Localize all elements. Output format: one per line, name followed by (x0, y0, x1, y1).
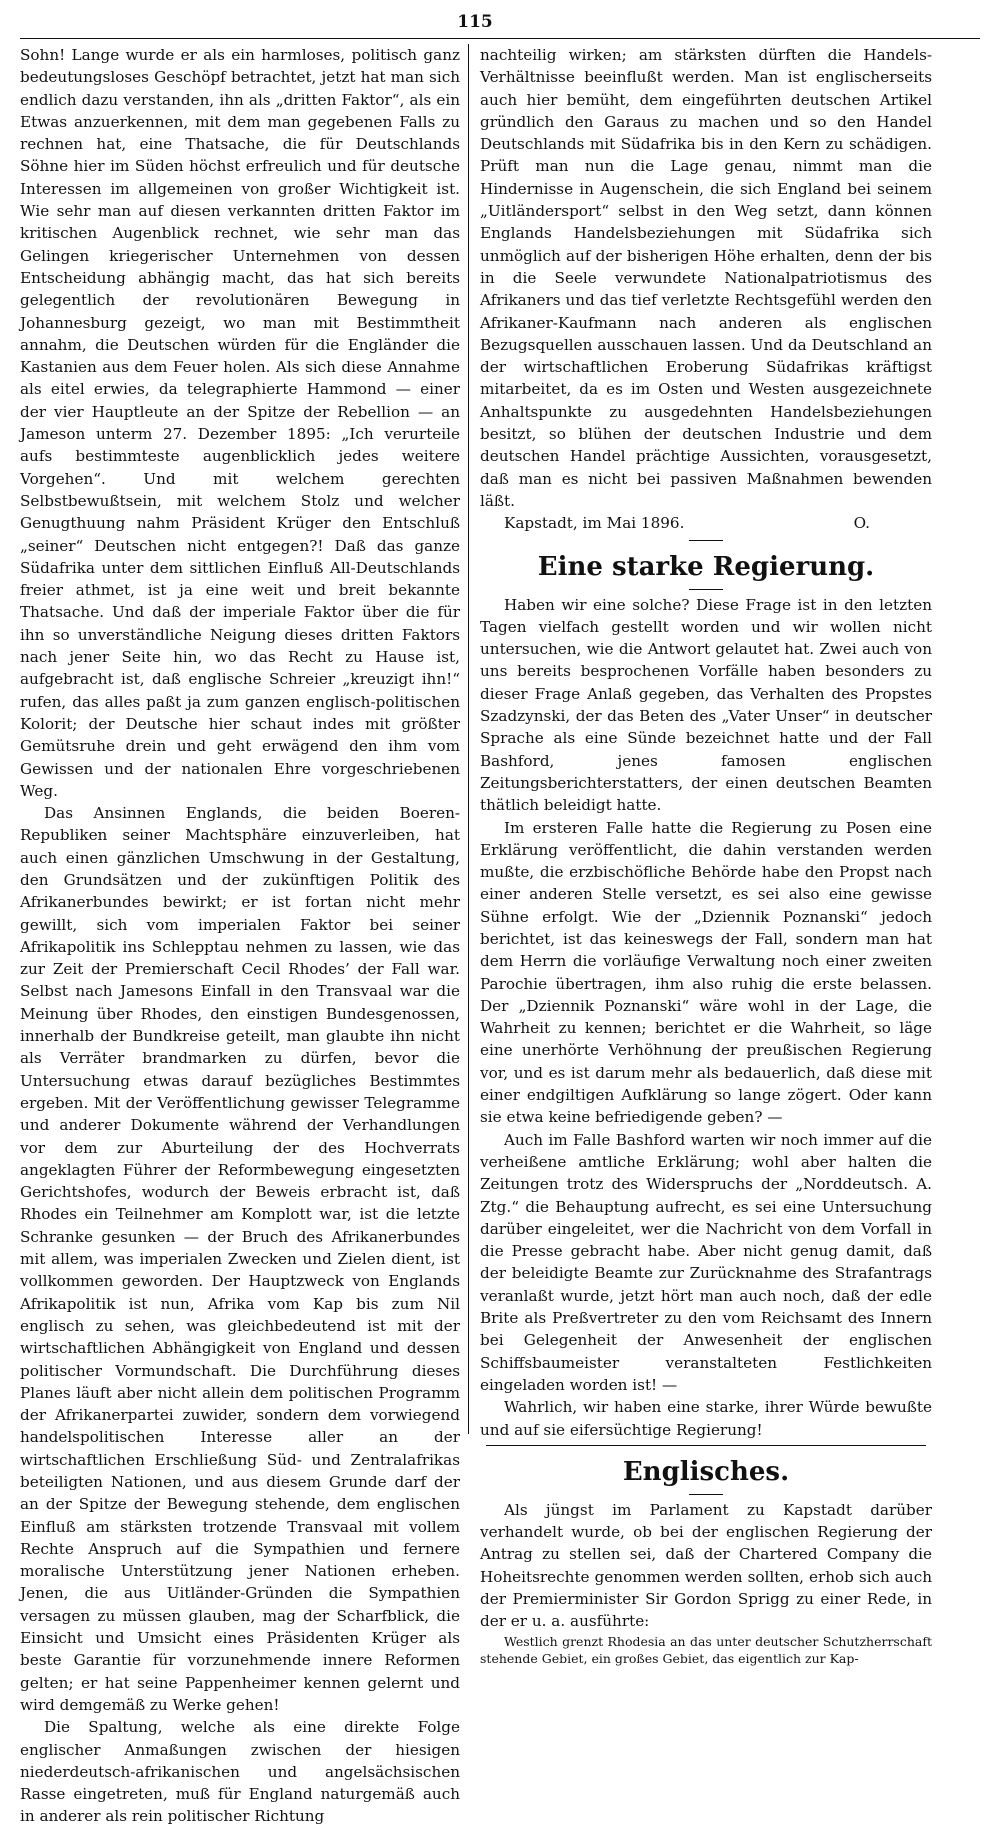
left-column (20, 44, 460, 1828)
title-rule (689, 1494, 723, 1495)
column-divider (468, 44, 469, 1434)
article-paragraph: Im ersteren Falle hatte die Regierung zu Posen eine Erklärung veröffentlicht, die dahin verstanden werden mußte, die erzbischöfliche Behörde habe den Propst nach einer anderen Stelle versetzt, es sei also eine gewisse Sühne erfolgt. Wie der „Dziennik Poznanski“ jedoch berichtet, ist das keineswegs der Fall, sondern man hat dem Herrn die vorläufige Verwaltung noch einer zweiten Parochie übertragen, ihm also ruhig die erste belassen. Der „Dziennik Poznanski“ wäre wohl in der Lage, die Wahrheit zu kennen; berichtet er die Wahrheit, so läge eine unerhörte Verhöhnung der preußischen Regierung vor, und es ist darum mehr als bedauerlich, daß diese mit einer endgiltigen Aufklärung so lange zögert. Oder kann sie etwa keine befriedigende geben? — (480, 818, 932, 1127)
title-rule (689, 589, 723, 590)
article-title: Eine starke Regierung. (537, 551, 875, 582)
article-paragraph: Als jüngst im Parlament zu Kapstadt darüber verhandelt wurde, ob bei der englischen Regierung der Antrag zu stellen sei, daß der Chartered Company die Hoheitsrechte genommen werden sollten, erhob sich auch der Premierminister Sir Gordon Sprigg zu einer Rede, in der er u. a. ausführte: (480, 1500, 932, 1631)
article-paragraph: Wahrlich, wir haben eine starke, ihrer Würde bewußte und auf sie eifersüchtige Regierung! (480, 1398, 932, 1439)
place-date: Kapstadt, im Mai 1896. (504, 514, 685, 533)
article-signoff (480, 512, 932, 534)
left-paragraph: Das Ansinnen Englands, die beiden Boeren-Republiken seiner Machtsphäre einzuverleiben, hat auch einen gänzlichen Umschwung in der Gestaltung, den Grundsätzen und der zukünftigen Politik des Afrikanerbundes bewirkt; er ist fortan nicht mehr gewillt, sich vom imperialen Faktor bei seiner Afrikapolitik ins Schlepptau nehmen zu lassen, wie das zur Zeit der Premierschaft Cecil Rhodes’ der Fall war. Selbst nach Jamesons Einfall in den Transvaal war die Meinung über Rhodes, den einstigen Bundesgenossen, innerhalb der Bundkreise geteilt, man glaubte ihn nicht als Verräter brandmarken zu dürfen, bevor die Untersuchung etwas darauf bezügliches Bestimmtes ergeben. Mit der Veröffentlichung gewisser Telegramme und anderer Dokumente während der Verhandlungen vor dem zur Aburteilung der des Hochverrats angeklagten Führer der Reformbewegung eingesetzten Gerichtshofes, wodurch der Beweis erbracht ist, daß Rhodes ein Teilnehmer am Komplott war, ist die letzte Schranke gesunken — der Bruch des Afrikanerbundes mit allem, was imperialen Zwecken und Zielen dient, ist vollkommen geworden. Der Hauptzweck von Englands Afrikapolitik ist nun, Afrika vom Kap bis zum Nil englisch zu sehen, was gleichbedeutend ist mit der wirtschaftlichen Abhängigkeit von England und dessen politischer Vormundschaft. Die Durchführung dieses Planes läuft aber nicht allein dem politischen Programm der Afrikanerpartei zuwider, sondern dem vorwiegend handelspolitischen Interesse aller an der wirtschaftlichen Erschließung Süd- und Zentralafrikas beteiligten Nationen, und aus diesem Grunde darf der an der Spitze der Bewegung stehende, dem englischen Einfluß am stärksten trotzende Transvaal mit vollem Rechte Anspruch auf die Sympathien und fernere moralische Unterstützung jener Nationen erheben. Jenen, die aus Uitländer-Gründen die Sympathien versagen zu müssen glauben, mag der Scharfblick, die Einsicht und Umsicht eines Präsidenten Krüger als beste Garantie für vorzunehmende innere Reformen gelten; er hat seine Pappenheimer kennen gelernt und wird demgemäß zu Werke gehen! (20, 804, 460, 1714)
page-number: 115 (457, 12, 493, 32)
section-rule (689, 540, 723, 541)
article-title: Englisches. (622, 1456, 790, 1487)
article-paragraph: Auch im Falle Bashford warten wir noch immer auf die verheißene amtliche Erklärung; wohl aber halten die Zeitungen trotz des Widerspruchs der „Norddeutsch. A. Ztg.“ die Behauptung aufrecht, es sei eine Untersuchung darüber eingeleitet, wer die Nachricht von dem Vorfall in die Presse gebracht habe. Aber nicht genug damit, daß der beleidigte Beamte zur Zurücknahme des Strafantrags veranlaßt wurde, jetzt hört man auch noch, daß der edle Brite als Preßvertreter zu den vom Reichsamt des Innern bei Gelegenheit der Anwesenheit der englischen Schiffsbaumeister veranstalteten Festlichkeiten eingeladen worden ist! — (480, 1130, 932, 1394)
author-signature: O. (853, 514, 870, 533)
right-column (480, 44, 932, 1667)
continuation-paragraph: nachteilig wirken; am stärksten dürften die Handels-Verhältnisse beeinflußt werden. Man ist englischerseits auch hier bemüht, dem eingeführten deutschen Artikel gründlich den Garaus zu machen und so den Handel Deutschlands mit Südafrika bis in den Kern zu schädigen. Prüft man nun die Lage genau, nimmt man die Hindernisse in Augenschein, die sich England bei seinem „Uitländersport“ selbst in den Weg setzt, dann können Englands Handelsbeziehungen mit Südafrika sich unmöglich auf der bisherigen Höhe erhalten, denn der bis in die Seele verwundete Nationalpatriotismus des Afrikaners und das tief verletzte Rechtsgefühl werden den Afrikaner-Kaufmann nach anderen als englischen Bezugsquellen ausschauen lassen. Und da Deutschland an der wirtschaftlichen Eroberung Südafrikas kräftigst mitarbeitet, da es im Osten und Westen ausgezeichnete Anhaltspunkte zu ausgedehnten Handelsbeziehungen besitzt, so blühen der deutschen Industrie und dem deutschen Handel prächtige Aussichten, vorausgesetzt, daß man es nicht bei passiven Maßnahmen bewenden läßt. (480, 46, 932, 510)
left-paragraph: Sohn! Lange wurde er als ein harmloses, politisch ganz bedeutungsloses Geschöpf betrachtet, jetzt hat man sich endlich dazu verstanden, ihn als „dritten Faktor“, als ein Etwas anzuerkennen, mit dem man gegebenen Falls zu rechnen hat, eine Thatsache, die für Deutschlands Söhne hier im Süden höchst erfreulich und für deutsche Interessen im allgemeinen von großer Wichtigkeit ist. Wie sehr man auf diesen verkannten dritten Faktor im kritischen Augenblick rechnet, wie sehr man das Gelingen kriegerischer Unternehmen von dessen Entscheidung abhängig macht, das hat sich bereits gelegentlich der revolutionären Bewegung in Johannesburg gezeigt, wo man mit Bestimmtheit annahm, die Deutschen würden für die Engländer die Kastanien aus dem Feuer holen. Als sich diese Annahme als eitel erwies, da telegraphierte Hammond — einer der vier Hauptleute an der Spitze der Rebellion — an Jameson unterm 27. Dezember 1895: „Ich verurteile aufs bestimmteste augenblicklich jedes weitere Vorgehen“. Und mit welchem gerechten Selbstbewußtsein, mit welchem Stolz und welcher Genugthuung nahm Präsident Krüger den Entschluß „seiner“ Deutschen nicht entgegen?! Daß das ganze Südafrika unter dem sittlichen Einfluß All-Deutschlands freier athmet, ist ja eine weit und breit bekannte Thatsache. Und daß der imperiale Faktor über die für ihn so unverständliche Neigung dieses dritten Faktors nach jener Seite hin, wo das Recht zu Hause ist, aufgebracht ist, daß englische Schreier „kreuzigt ihn!“ rufen, das alles paßt ja zum ganzen englisch-politischen Kolorit; der Deutsche hier schaut indes mit größter Gemütsruhe drein und geht erwägend den ihm vom Gewissen und der nationalen Ehre vorgeschriebenen Weg. (20, 46, 460, 800)
left-paragraph: Die Spaltung, welche als eine direkte Folge englischer Anmaßungen zwischen der hiesigen niederdeutsch-afrikanischen und angelsächsischen Rasse eingetreten, muß für England naturgemäß auch in anderer als rein politischer Richtung (20, 1718, 460, 1826)
header-rule (20, 38, 980, 39)
quoted-passage: Westlich grenzt Rhodesia an das unter deutscher Schutzherrschaft stehende Gebiet, ein großes Gebiet, das eigentlich zur Kap- (480, 1633, 932, 1666)
article-paragraph: Haben wir eine solche? Diese Frage ist in den letzten Tagen vielfach gestellt worden und wir wollen nicht untersuchen, wie die Antwort gelautet hat. Zwei auch von uns bereits besprochenen Vorfälle haben besonders zu dieser Frage Anlaß gegeben, das Verhalten des Propstes Szadzynski, der das Beten des „Vater Unser“ in deutscher Sprache als eine Sünde bezeichnet hatte und der Fall Bashford, jenes famosen englischen Zeitungsberichterstatters, der einen deutschen Beamten thätlich beleidigt hatte. (480, 595, 932, 815)
article-separator (486, 1445, 926, 1446)
